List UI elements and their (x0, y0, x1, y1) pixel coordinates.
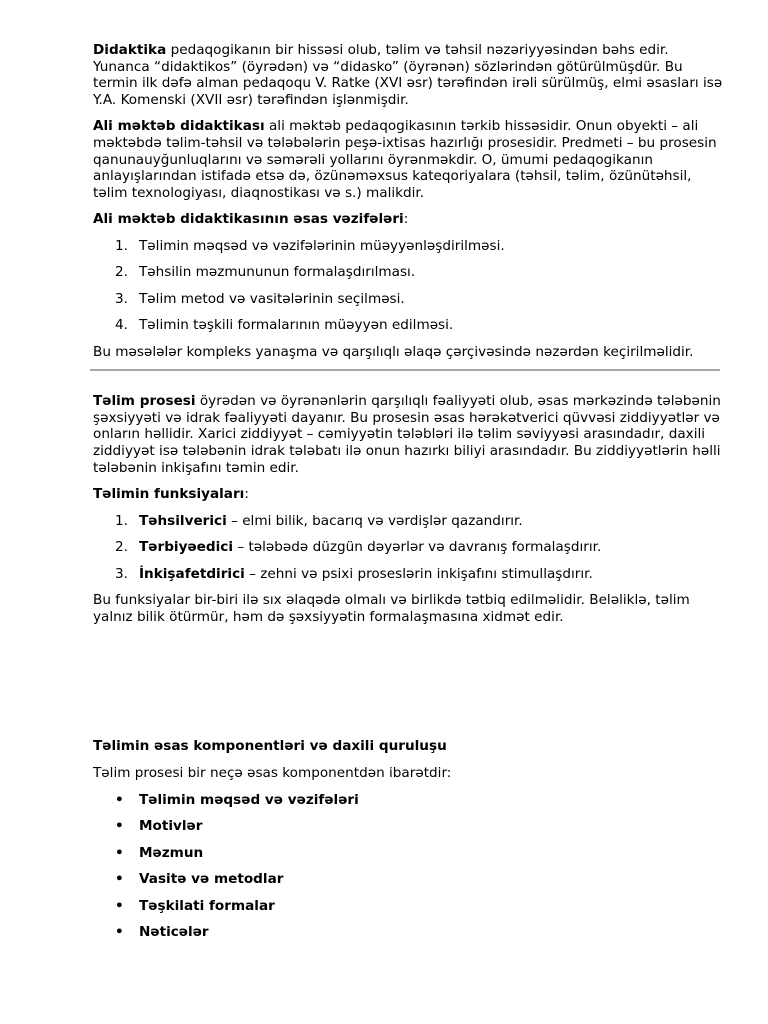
list-item (93, 792, 723, 809)
list-item-text: Təhsilin məzmununun formalaşdırılması. (139, 264, 416, 281)
list-number: 2. (115, 264, 128, 281)
section-divider (90, 369, 720, 371)
heading-bold: Təlimin əsas komponentləri və daxili quruluşu (93, 738, 447, 755)
bullet-icon: • (115, 791, 124, 808)
bullet-icon: • (115, 924, 124, 941)
telim-prosesi-paragraph (93, 393, 723, 476)
list-number: 2. (115, 539, 128, 556)
list-item-text: Vasitə və metodlar (139, 871, 284, 888)
components-list (93, 792, 723, 941)
list-item (93, 291, 723, 308)
list-item (93, 317, 723, 334)
list-item-text: Təlimin təşkili formalarının müəyyən edilməsi. (139, 317, 454, 334)
list-number: 1. (115, 237, 128, 254)
list-item (93, 845, 723, 862)
list-item (93, 871, 723, 888)
ali-mekteb-didaktikasi-paragraph (93, 118, 723, 201)
bullet-icon: • (115, 897, 124, 914)
tasks-closing-paragraph: Bu məsələlər kompleks yanaşma və qarşılıqlı əlaqə çərçivəsində nəzərdən keçirilməlidir. (93, 343, 694, 360)
bullet-icon: • (115, 818, 124, 835)
paragraph-text: öyrədən və öyrənənlərin qarşılıqlı fəaliyyəti olub, əsas mərkəzində tələbənin şəxsiyyəti və idrak fəaliyyəti dayanır. Bu prosesin əsas hərəkətverici qüvvəsi ziddiyyətlər və onların həllidir. Xarici ziddiyyət – cəmiyyətin tələbləri ilə təlim səviyyəsi arasındadır, daxili ziddiyyət isə tələbənin idrak tələbatı ilə onun hazırkı biliyi arasındadır. Bu ziddiyyətlərin həlli tələbənin inkişafını təmin edir. (93, 393, 721, 476)
list-item-text: Məzmun (139, 844, 204, 861)
bullet-icon: • (115, 871, 124, 888)
list-item (93, 818, 723, 835)
list-item (93, 898, 723, 915)
components-intro: Təlim prosesi bir neçə əsas komponentdən ibarətdir: (93, 765, 452, 782)
list-number: 3. (115, 290, 128, 307)
functions-closing-paragraph: Bu funksiyalar bir-biri ilə sıx əlaqədə olmalı və birlikdə tətbiq edilməlidir. Beləliklə, təlim yalnız bilik ötürmür, həm də şəxsiyyətin formalaşmasına xidmət edir. (93, 592, 690, 625)
paragraph-text: ali məktəb pedaqogikasının tərkib hissəsidir. Onun obyekti – ali məktəbdə təlim-təhsil və tələbələrin peşə-ixtisas hazırlığı prosesidir. Predmeti – bu prosesin qanunauyğunluqlarını və səmərəli yollarını öyrənməkdir. O, ümumi pedaqogikanın anlayışlarından istifadə etsə də, özünəməxsus kateqoriyalara (təhsil, təlim, özünütəhsil, təlim texnologiyası, diaqnostikası və s.) malikdir. (93, 118, 717, 201)
functions-list (93, 513, 723, 582)
list-number: 1. (115, 512, 128, 529)
function-description: – zehni və psixi proseslərin inkişafını stimullaşdırır. (244, 565, 593, 582)
functions-heading (93, 486, 723, 503)
bullet-icon: • (115, 844, 124, 861)
function-description: – elmi bilik, bacarıq və vərdişlər qazandırır. (226, 512, 523, 529)
list-item (93, 924, 723, 941)
heading-suffix: : (244, 486, 249, 503)
list-item (93, 566, 723, 583)
list-item-text: Motivlər (139, 818, 203, 835)
term-bold: Təlim prosesi (93, 393, 196, 410)
list-item-text: Təlim metod və vasitələrinin seçilməsi. (139, 290, 405, 307)
paragraph-text: pedaqogikanın bir hissəsi olub, təlim və təhsil nəzəriyyəsindən bəhs edir. Yunanca “didaktikos” (öyrədən) və “didasko” (öyrənən) sözlərindən götürülmüşdür. Bu termin ilk dəfə alman pedaqoqu V. Ratke (XVI əsr) tərəfindən irəli sürülmüş, elmi əsasları isə Y.A. Komenski (XVII əsr) tərəfindən işlənmişdir. (93, 42, 723, 108)
function-name: Tərbiyəedici (139, 539, 233, 556)
function-name: Təhsilverici (139, 512, 227, 529)
heading-suffix: : (403, 211, 409, 228)
heading-bold: Ali məktəb didaktikasının əsas vəzifələri (93, 211, 404, 228)
document-page (93, 42, 723, 951)
term-bold: Ali məktəb didaktikası (93, 118, 265, 135)
list-number: 3. (115, 565, 128, 582)
list-item (93, 539, 723, 556)
term-bold: Didaktika (93, 42, 167, 58)
list-number: 4. (115, 317, 128, 334)
list-item-text: Nəticələr (139, 924, 209, 941)
list-item (93, 513, 723, 530)
didaktika-paragraph (93, 42, 723, 108)
heading-bold: Təlimin funksiyaları (93, 486, 245, 503)
list-item-text: Təlimin məqsəd və vəzifələrinin müəyyənləşdirilməsi. (139, 237, 505, 254)
list-item-text: Təlimin məqsəd və vəzifələri (139, 791, 359, 808)
list-item (93, 238, 723, 255)
list-item-text: Təşkilati formalar (139, 897, 275, 914)
components-heading (93, 738, 723, 755)
tasks-heading (93, 211, 723, 228)
blank-space (93, 635, 723, 738)
tasks-list (93, 238, 723, 334)
function-description: – tələbədə düzgün dəyərlər və davranış formalaşdırır. (233, 539, 602, 556)
function-name: İnkişafetdirici (139, 565, 245, 582)
list-item (93, 264, 723, 281)
